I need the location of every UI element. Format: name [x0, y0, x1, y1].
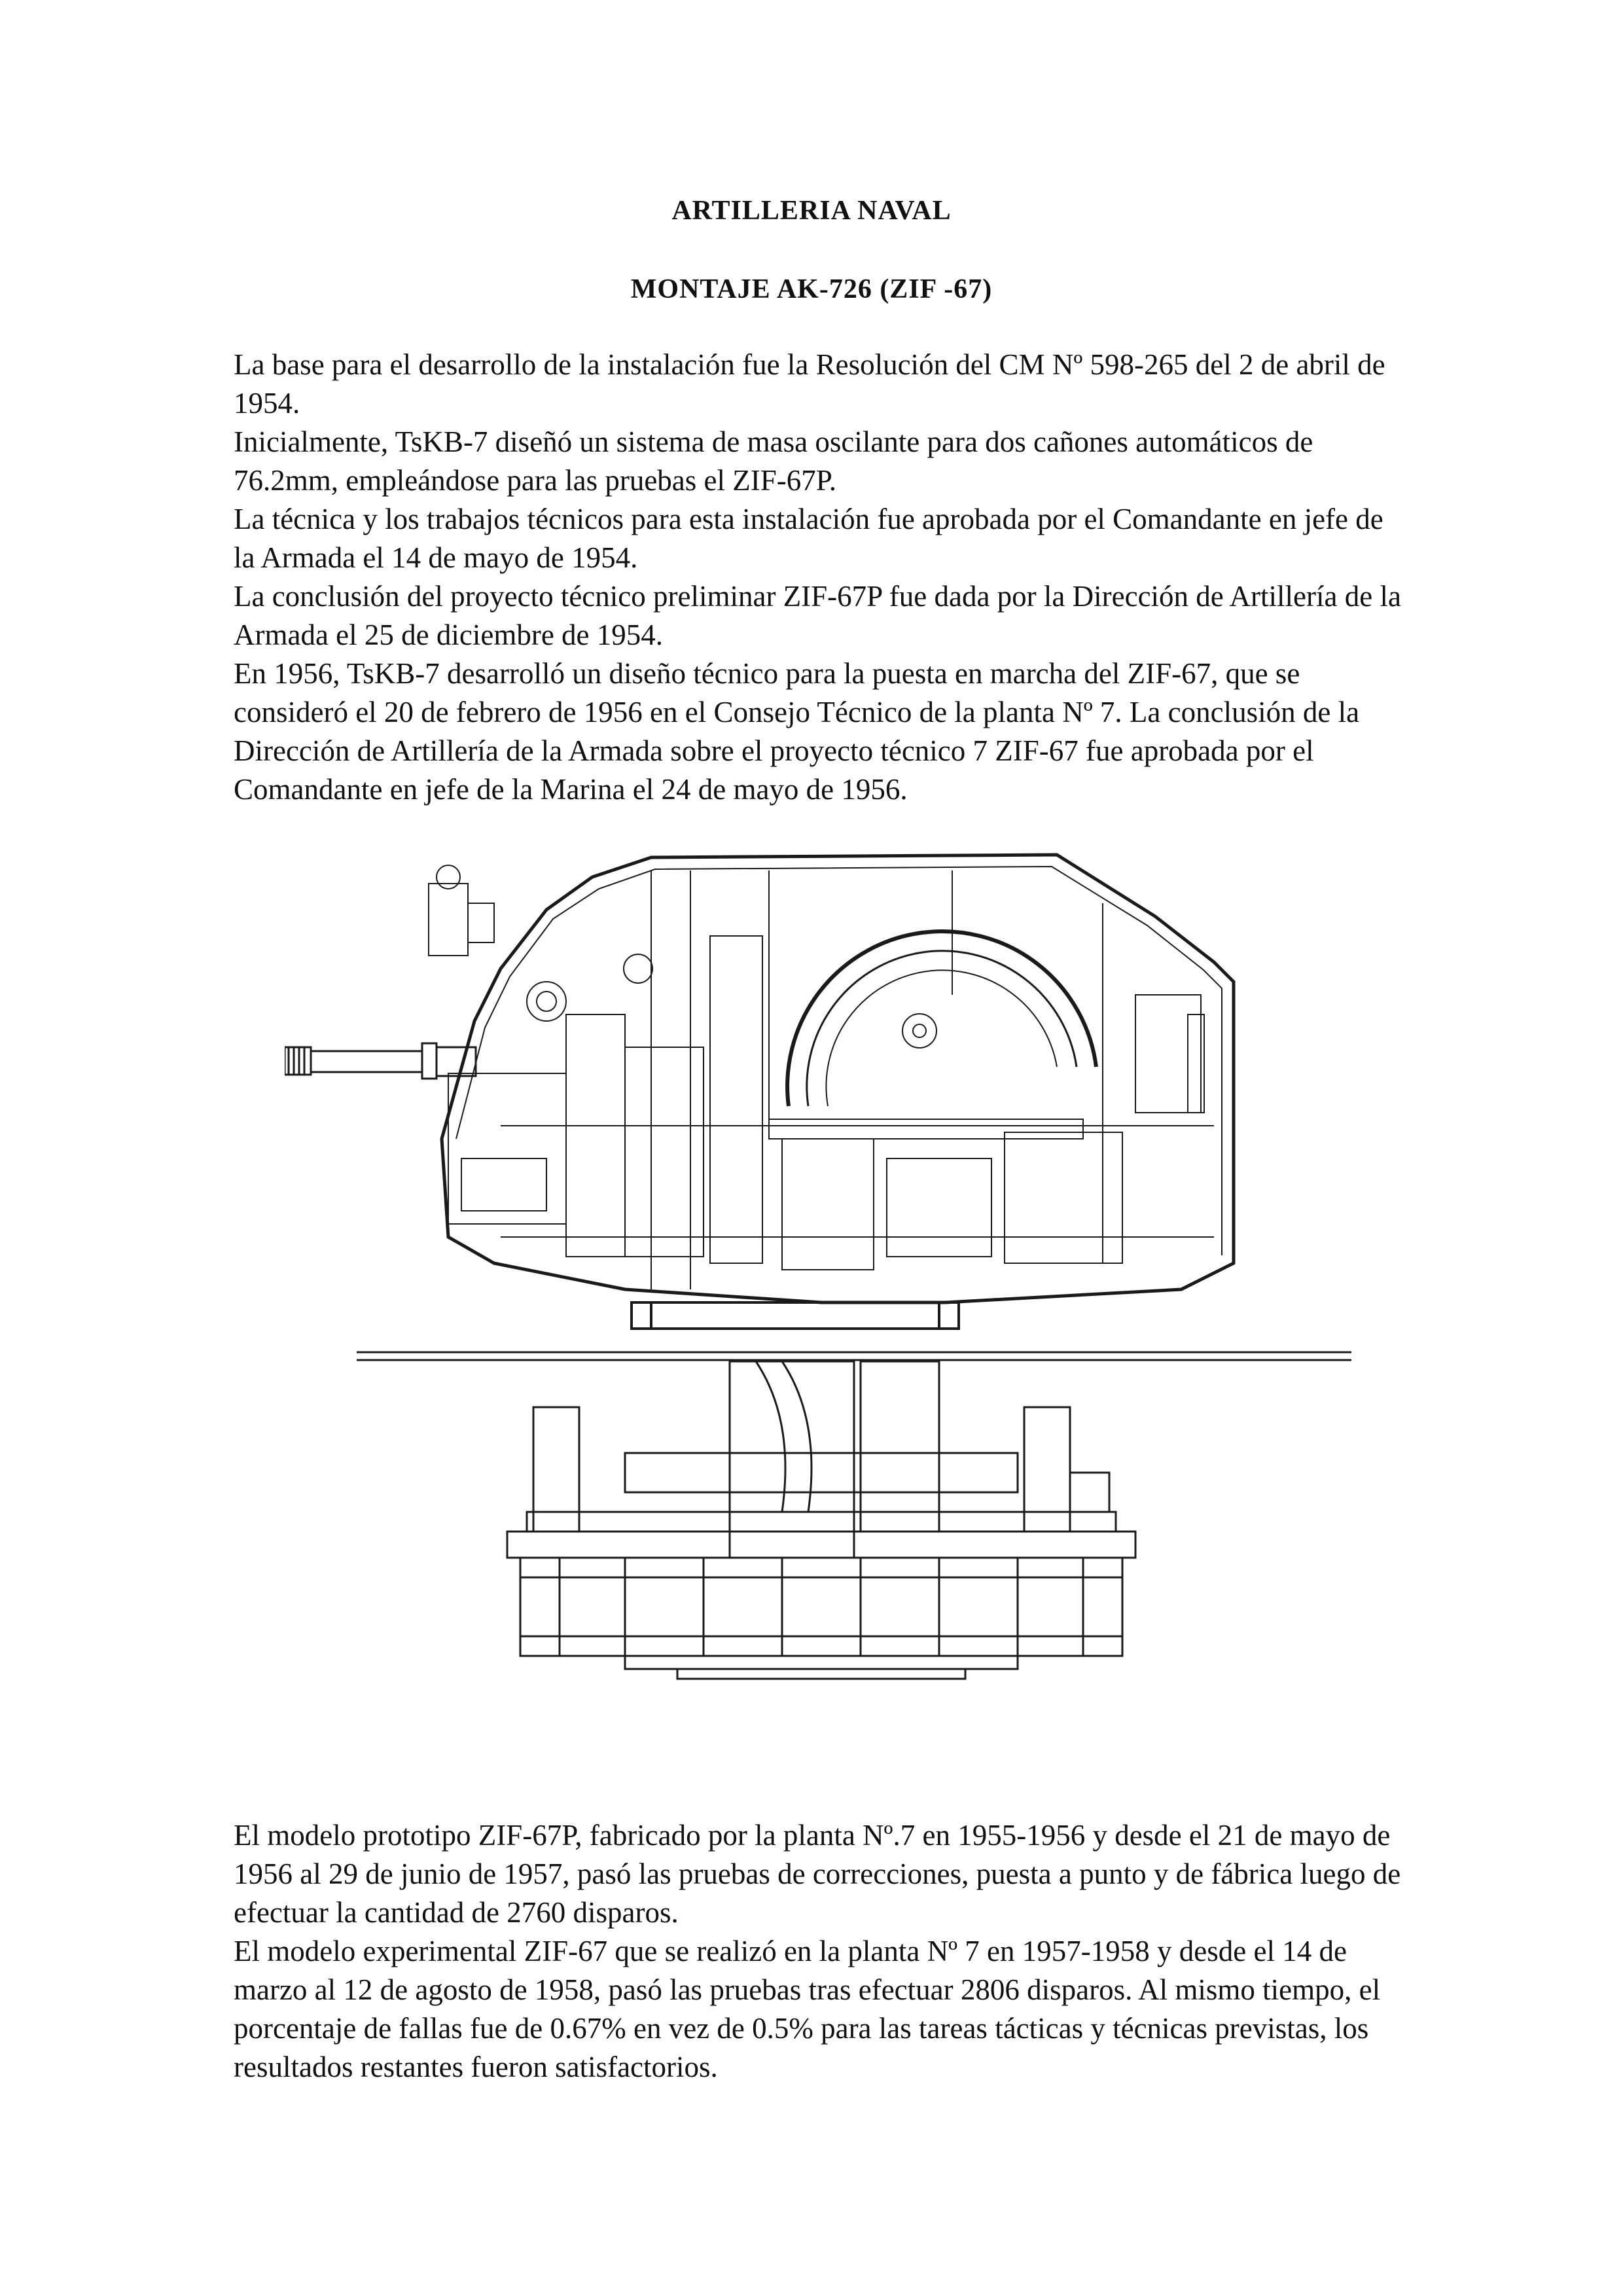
- turret-ring: [632, 1302, 959, 1329]
- intro-paragraph: En 1956, TsKB-7 desarrolló un diseño técnico para la puesta en marcha del ZIF-67, que se consideró el 20 de febrero de 1956 en el Consejo Técnico de la planta Nº 7. La conclusión de la Dirección de Artillería de la Armada sobre el proyecto técnico 7 ZIF-67 fue aprobada por el Comandante en jefe de la Marina el 24 de mayo de 1956.: [234, 657, 1360, 806]
- outro-paragraph: El modelo experimental ZIF-67 que se realizó en la planta Nº 7 en 1957-1958 y desde el 14 de marzo al 12 de agosto de 1958, pasó las pruebas tras efectuar 2806 disparos. Al mismo tiempo, el porcentaje de fallas fue de 0.67% en vez de 0.5% para las tareas tácticas y técnicas previstas, los resultados restantes fueron satisfactorios.: [234, 1935, 1381, 2083]
- intro-paragraph: La base para el desarrollo de la instalación fue la Resolución del CM Nº 598-265 del 2 de abril de 1954.: [234, 348, 1385, 420]
- intro-paragraph: La técnica y los trabajos técnicos para esta instalación fue aprobada por el Comandante en jefe de la Armada el 14 de mayo de 1954.: [234, 503, 1383, 574]
- gun-barrel: [285, 1043, 476, 1079]
- page-title: ARTILLERIA NAVAL: [671, 196, 952, 226]
- elevation-arc: [787, 931, 1096, 1106]
- outro-paragraph: El modelo prototipo ZIF-67P, fabricado por la planta Nº.7 en 1955-1956 y desde el 21 de mayo de 1956 al 29 de junio de 1957, pasó las pruebas de correcciones, puesta a punto y de fábrica luego de efectuar la cantidad de 2760 disparos.: [234, 1819, 1401, 1929]
- intro-paragraph: Inicialmente, TsKB-7 diseñó un sistema de masa oscilante para dos cañones automáticos de 76.2mm, empleándose para las pruebas el ZIF-67P.: [234, 425, 1313, 497]
- lower-mount: [507, 1361, 1135, 1679]
- page-subtitle: MONTAJE AK-726 (ZIF -67): [630, 274, 993, 304]
- turret-housing: [442, 855, 1234, 1302]
- outro-text: [234, 1816, 1405, 2087]
- turret-drawing: [285, 831, 1351, 1767]
- deck-line: [357, 1352, 1351, 1360]
- turret-cross-section-icon: [285, 831, 1351, 1767]
- intro-paragraph: La conclusión del proyecto técnico preliminar ZIF-67P fue dada por la Dirección de Artillería de la Armada el 25 de diciembre de 1954.: [234, 580, 1401, 651]
- intro-text: [234, 346, 1405, 809]
